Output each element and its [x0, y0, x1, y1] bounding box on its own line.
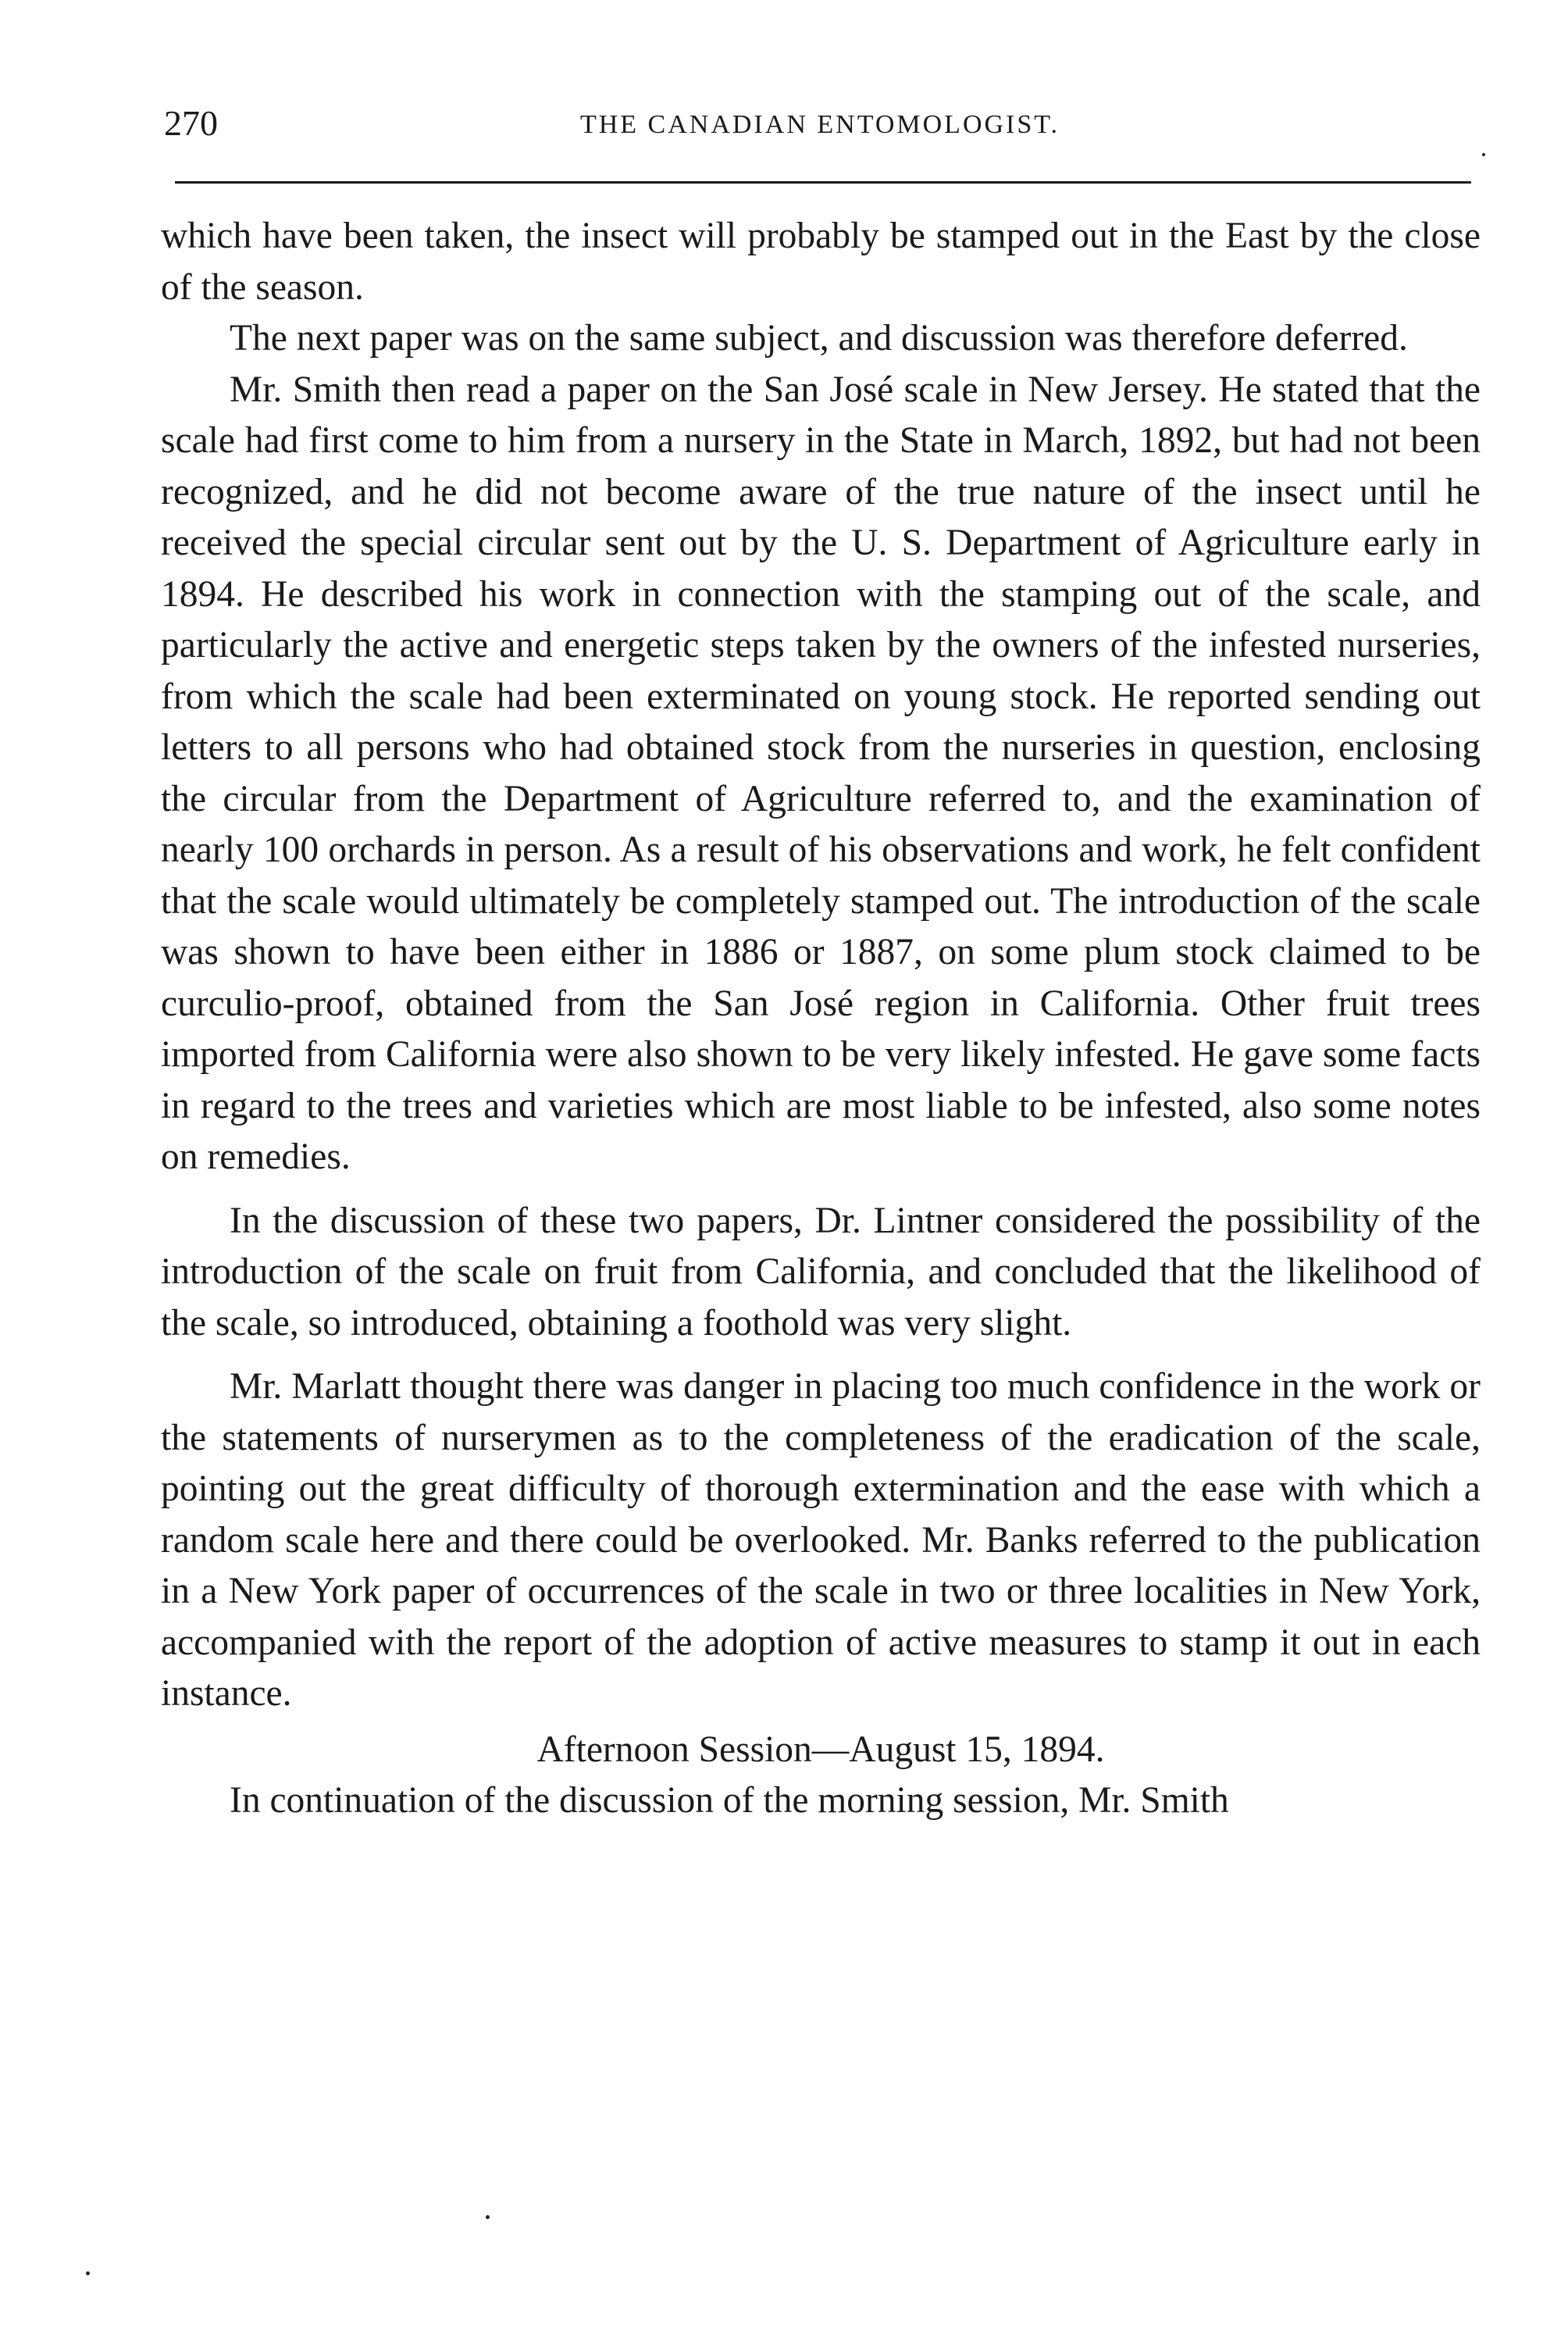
- print-speck: [1482, 153, 1485, 156]
- section-heading: Afternoon Session—August 15, 1894.: [536, 1729, 1105, 1770]
- running-head: [164, 100, 1476, 147]
- page-number: 270: [164, 103, 218, 143]
- paragraph-continuation: which have been taken, the insect will probably be stamped out in the East by the close of the season.: [161, 216, 1481, 308]
- journal-title: THE CANADIAN ENTOMOLOGIST.: [579, 110, 1060, 139]
- paragraph-afternoon-session: In continuation of the discussion of the morning session, Mr. Smith: [230, 1780, 1229, 1821]
- paragraph-marlatt-discussion: Mr. Marlatt thought there was danger in placing too much confidence in the work or the statements of nurserymen as to the completeness of the eradication of the scale, pointing out the great difficulty of thorough extermination and the ease with which a random scale here and there could be overlooked. Mr. Banks referred to the publication in a New York paper of occurrences of the scale in two or three localities in New York, accompanied with the report of the adoption of active measures to stamp it out in each instance.: [161, 1366, 1481, 1714]
- paragraph-next-paper: The next paper was on the same subject, and discussion was therefore deferred.: [230, 318, 1408, 359]
- print-speck: [486, 2215, 490, 2219]
- paragraph-smith-report: Mr. Smith then read a paper on the San José scale in New Jersey. He stated that the scale had first come to him from a nursery in the State in March, 1892, but had not been recognized, and he did not become aware of the true nature of the insect until he received the special circular sent out by the U. S. Department of Agriculture early in 1894. He described his work in connection with the stamping out of the scale, and particularly the active and energetic steps taken by the owners of the infested nurseries, from which the scale had been exterminated on young stock. He reported sending out letters to all persons who had obtained stock from the nurseries in question, enclosing the circular from the Department of Agriculture referred to, and the examination of nearly 100 orchards in person. As a result of his observations and work, he felt confident that the scale would ultimately be completely stamped out. The introduction of the scale was shown to have been either in 1886 or 1887, on some plum stock claimed to be curculio-proof, obtained from the San José region in California. Other fruit trees imported from California were also shown to be very likely infested. He gave some facts in regard to the trees and varieties which are most liable to be infested, also some notes on remedies.: [161, 369, 1481, 1177]
- print-speck: [86, 2271, 90, 2275]
- paragraph-lintner-discussion: In the discussion of these two papers, Dr. Lintner considered the possibility of the introduction of the scale on fruit from California, and concluded that the likelihood of the scale, so introduced, obtaining a foothold was very slight.: [161, 1200, 1481, 1343]
- header-rule: [175, 181, 1471, 184]
- article-body: [161, 211, 1481, 1827]
